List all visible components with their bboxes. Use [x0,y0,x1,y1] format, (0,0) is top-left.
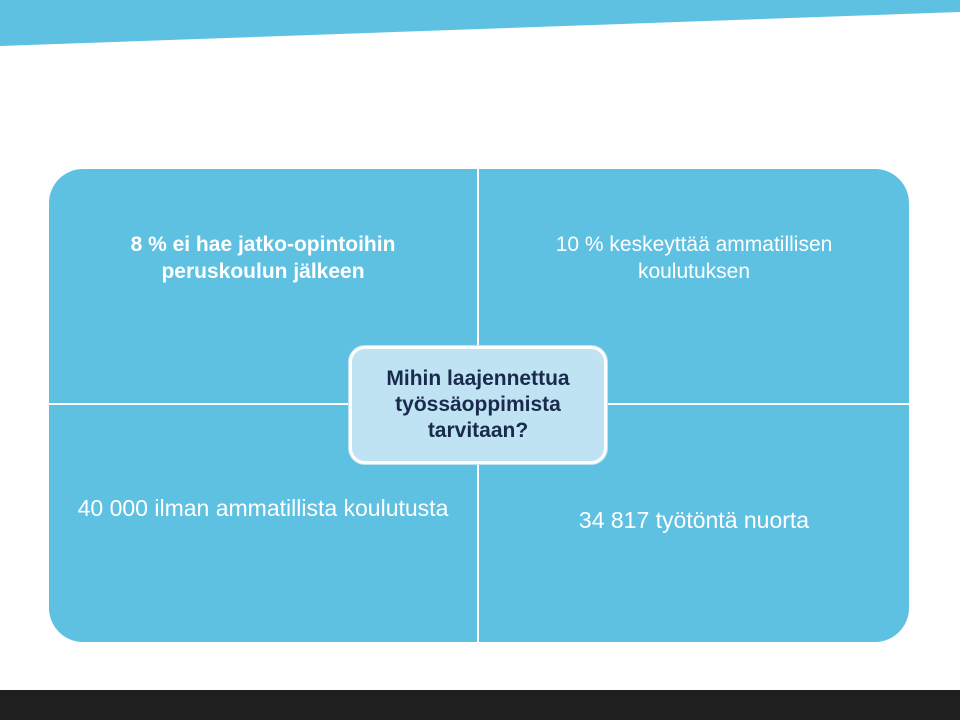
quadrant-bottom-left-text: 40 000 ilman ammatillista koulutusta [77,495,449,521]
quadrant-top-right-text: 10 % keskeyttää ammatillisen koulutuksen [555,233,833,283]
top-decorative-band [0,0,960,48]
center-question-box [349,346,607,464]
center-question-text: Mihin laajennettua työssäoppimista tarvitaan? [386,367,570,442]
quadrant-bottom-right-text: 34 817 työtöntä nuorta [578,507,810,533]
bottom-bar [0,690,960,720]
top-band-shape [0,0,960,46]
quadrant-top-left-text: 8 % ei hae jatko-opintoihin peruskoulun jälkeen [130,233,396,283]
